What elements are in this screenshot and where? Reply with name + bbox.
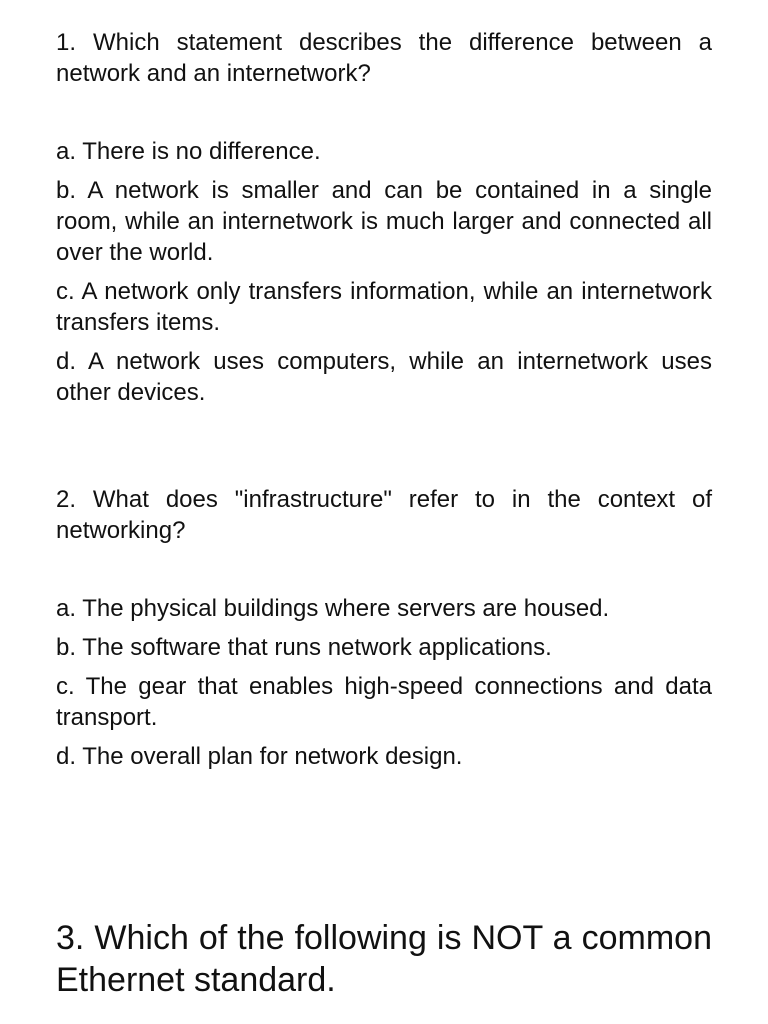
question-2-option-d: d. The overall plan for network design.: [56, 743, 463, 770]
question-1-option-d: d. A network uses computers, while an internetwork uses other devices.: [56, 348, 712, 406]
question-1-text: 1. Which statement describes the difference between a network and an internetwork?: [56, 29, 712, 87]
question-1-option-c: c. A network only transfers information, while an internetwork transfers items.: [56, 278, 712, 336]
question-1-option-b: b. A network is smaller and can be contained in a single room, while an internetwork is much larger and connected all over the world.: [56, 177, 712, 266]
question-2-option-b: b. The software that runs network applications.: [56, 634, 552, 661]
question-2-option-c: c. The gear that enables high-speed connections and data transport.: [56, 673, 712, 731]
question-1-option-a: a. There is no difference.: [56, 138, 321, 165]
question-2-text: 2. What does "infrastructure" refer to in the context of networking?: [56, 486, 712, 544]
question-2-option-a: a. The physical buildings where servers are housed.: [56, 595, 610, 622]
question-1-options: [56, 136, 712, 416]
question-3-text: 3. Which of the following is NOT a common Ethernet standard.: [56, 919, 712, 999]
question-2-options: [56, 593, 712, 780]
